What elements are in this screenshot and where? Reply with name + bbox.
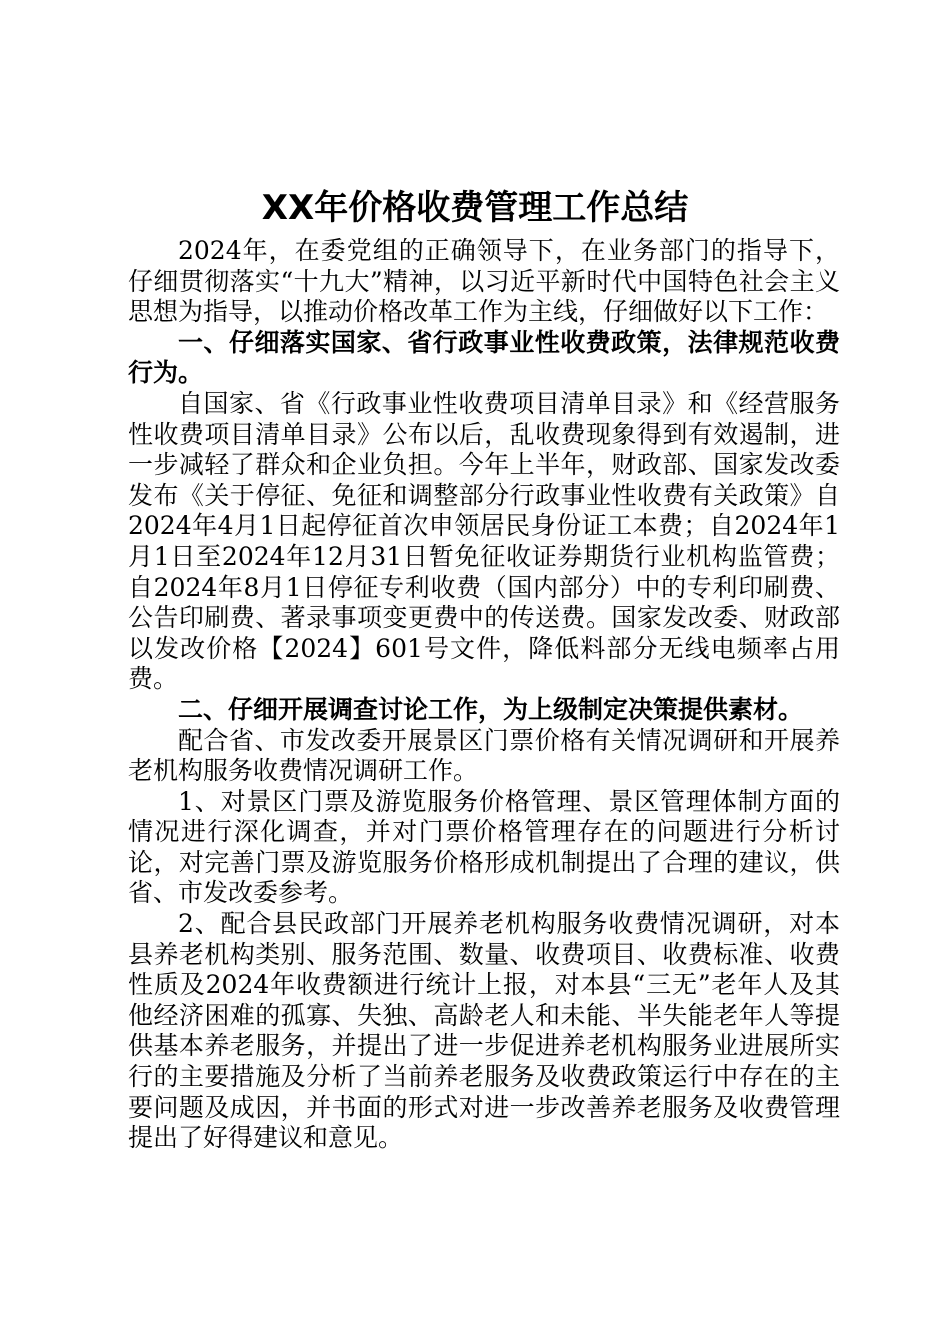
section-1-paragraph: 自国家、省《行政事业性收费项目清单目录》和《经营服务性收费项目清单目录》公布以后，乱收费现象得到有效遏制，进一步减轻了群众和企业负担。今年上半年，财政部、国家发改委发布《关于停征、免征和调整部分行政事业性收费有关政策》自2024年4月1日起停征首次申领居民身份证工本费；自2024年1月1日至2024年12月31日暂免征收证券期货行业机构监管费；自2024年8月1日停征专利收费（国内部分）中的专利印刷费、公告印刷费、著录事项变更费中的传送费。国家发改委、财政部以发改价格【2024】601号文件，降低料部分无线电频率占用费。 (128, 388, 840, 694)
section-2-item-2-paragraph: 2、配合县民政部门开展养老机构服务收费情况调研，对本县养老机构类别、服务范围、数量、收费项目、收费标准、收费性质及2024年收费额进行统计上报，对本县“三无”老年人及其他经济困难的孤寡、失独、高龄老人和未能、半失能老年人等提供基本养老服务，并提出了进一步促进养老机构服务业进展所实行的主要措施及分析了当前养老服务及收费政策运行中存在的主要问题及成因，并书面的形式对进一步改善养老服务及收费管理提出了好得建议和意见。 (128, 909, 840, 1153)
section-heading-2: 二、仔细开展调查讨论工作，为上级制定决策提供素材。 (178, 694, 804, 724)
section-heading-1: 一、仔细落实国家、省行政事业性收费政策，法律规范收费行为。 (128, 327, 840, 388)
intro-paragraph: 2024年，在委党组的正确领导下，在业务部门的指导下，仔细贯彻落实“十九大”精神，以习近平新时代中国特色社会主义思想为指导，以推动价格改革工作为主线，仔细做好以下工作： (128, 236, 840, 327)
document-title: XX年价格收费管理工作总结 (261, 188, 689, 228)
document-body (128, 236, 840, 1154)
section-2-item-1-paragraph: 1、对景区门票及游览服务价格管理、景区管理体制方面的情况进行深化调查，并对门票价格管理存在的问题进行分析讨论，对完善门票及游览服务价格形成机制提出了合理的建议，供省、市发改委参考。 (128, 786, 840, 908)
section-2-intro-paragraph: 配合省、市发改委开展景区门票价格有关情况调研和开展养老机构服务收费情况调研工作。 (128, 725, 840, 786)
